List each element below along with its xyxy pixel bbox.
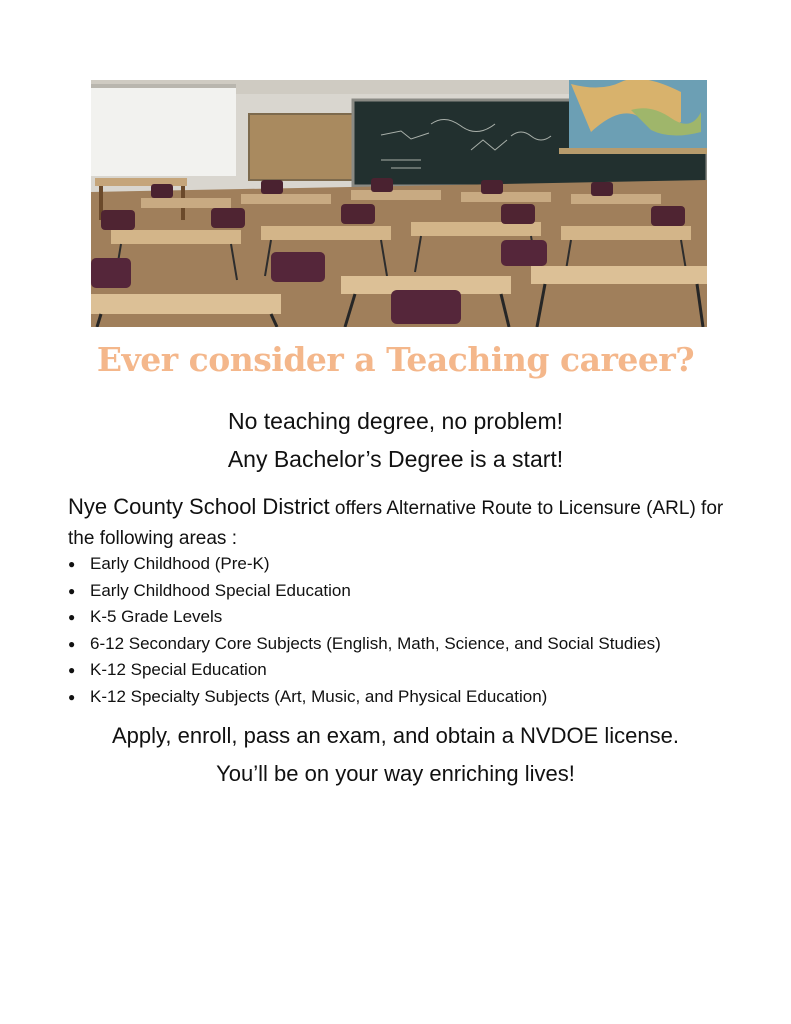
bullet-icon: ● [68, 583, 76, 598]
headline: Ever consider a Teaching career? [96, 340, 695, 379]
list-item: ● Early Childhood (Pre-K) [68, 551, 661, 578]
classroom-photo [91, 80, 707, 327]
bullet-icon: ● [68, 689, 76, 704]
closing-apply: Apply, enroll, pass an exam, and obtain a NVDOE license. [111, 723, 679, 748]
list-item: ● K-12 Special Education [68, 657, 661, 684]
offer-text: offers Alternative Route to Licensure (ARL) for the following areas : [68, 498, 724, 549]
licensure-areas-list [68, 551, 661, 711]
district-name: Nye County School District [68, 494, 330, 519]
bullet-icon: ● [68, 610, 76, 625]
offer-paragraph [68, 492, 738, 554]
bullet-icon: ● [68, 636, 76, 651]
list-item: ● 6-12 Secondary Core Subjects (English, Math, Science, and Social Studies) [68, 631, 661, 658]
list-item: ● Early Childhood Special Education [68, 578, 661, 605]
subheading-bachelors: Any Bachelor’s Degree is a start! [227, 446, 564, 472]
bullet-icon: ● [68, 663, 76, 678]
list-item: ● K-12 Specialty Subjects (Art, Music, and Physical Education) [68, 684, 661, 711]
bullet-icon: ● [68, 557, 76, 571]
subheading-no-degree: No teaching degree, no problem! [228, 408, 563, 434]
list-item: ● K-5 Grade Levels [68, 604, 661, 631]
closing-enriching-lives: You’ll be on your way enriching lives! [216, 761, 575, 786]
